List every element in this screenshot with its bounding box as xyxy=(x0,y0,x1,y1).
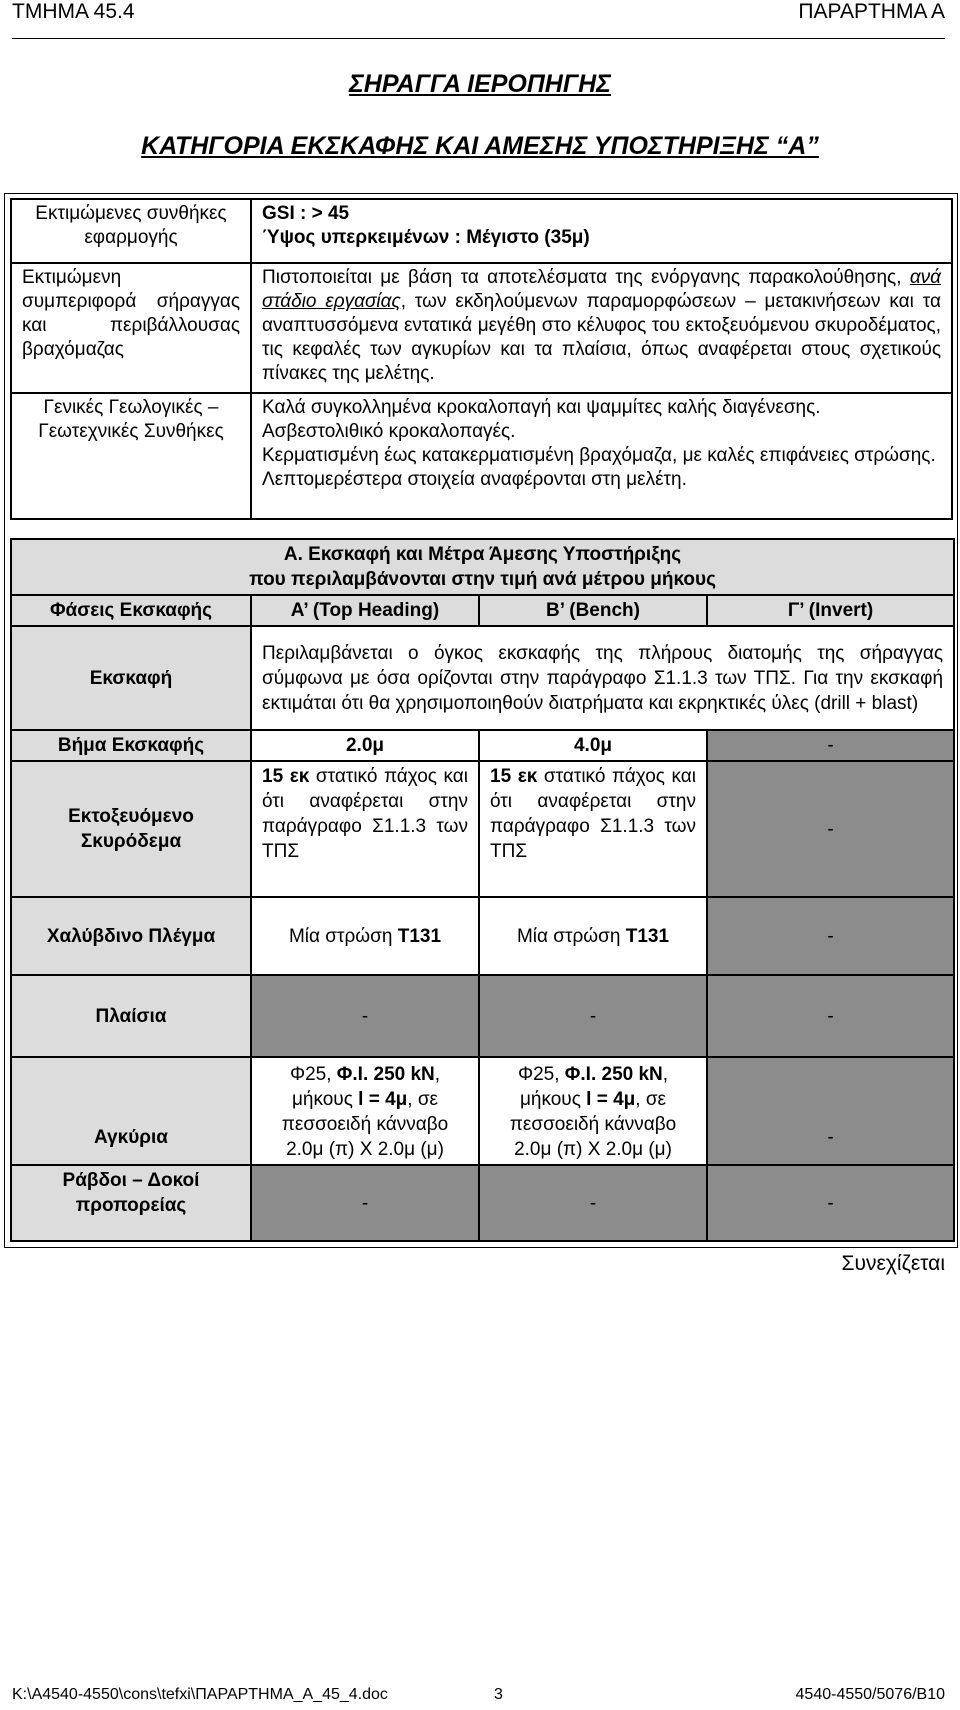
conditions-table xyxy=(10,198,953,520)
shotcrete-phase-b xyxy=(479,761,707,897)
anchor-b-line-4: 2.0μ (π) Χ 2.0μ (μ) xyxy=(514,1139,672,1160)
anchor-b-comma: , xyxy=(662,1064,669,1085)
shotcrete-phase-c: - xyxy=(707,761,954,897)
section-title-row xyxy=(11,539,954,595)
phase-c-header: Γ’ (Invert) xyxy=(707,595,954,626)
excavation-text: Περιλαμβάνεται ο όγκος εκσκαφής της πλήρους διατομής της σήραγγας σύμφωνα με όσα ορίζονται στην παράγραφο Σ1.1.3 των ΤΠΣ. Για την εκσκαφή εκτιμάται ότι θα χρησιμοποιηθούν διατρήματα και εκρηκτικές ύλες (drill + blast) xyxy=(251,626,954,730)
anchor-b-diameter: Φ25, xyxy=(517,1064,565,1085)
anchor-b-length-suffix: , σε xyxy=(635,1089,667,1110)
anchor-b-line-2 xyxy=(490,1087,696,1112)
footer-page-number: 3 xyxy=(494,1686,503,1703)
anchor-a-capacity: Φ.Ι. 250 kN xyxy=(336,1064,435,1085)
anchor-a-line-2 xyxy=(262,1087,468,1112)
mesh-phase-b xyxy=(479,897,707,975)
application-conditions-value xyxy=(251,199,952,263)
conditions-row-application xyxy=(11,199,952,263)
shotcrete-b-desc: στατικό πάχος και ότι αναφέρεται στην παράγραφο Σ1.1.3 των ΤΠΣ xyxy=(490,766,696,862)
frames-phase-b: - xyxy=(479,975,707,1057)
behaviour-text-part-2: , των εκδηλούμενων παραμορφώσεων – μετακινήσεων και τα αναπτυσσόμενα εντατικά μεγέθη στο κέλυφος του εκτοξευόμενου σκυροδέματος, τις κεφαλές των αγκυρίων και τα πλαίσια, όπως αναφέρεται στους σχετικούς πίνακες της μελέτης. xyxy=(262,291,941,384)
section-title-line-1: Α. Εκσκαφή και Μέτρα Άμεσης Υποστήριξης xyxy=(283,544,682,565)
behaviour-label: Εκτιμώμενη συμπεριφορά σήραγγας και περιβάλλουσας βραχόμαζας xyxy=(11,263,251,393)
shotcrete-a-desc: στατικό πάχος και ότι αναφέρεται στην παράγραφο Σ1.1.3 των ΤΠΣ xyxy=(262,766,468,862)
mesh-a-text: Μία στρώση xyxy=(288,925,398,947)
geology-line-3: Κερματισμένη έως κατακερματισμένη βραχόμαζα, με καλές επιφάνειες στρώσης. xyxy=(262,445,936,466)
frames-phase-c: - xyxy=(707,975,954,1057)
document-title: ΣΗΡΑΓΓΑ ΙΕΡΟΠΗΓΗΣ xyxy=(349,70,611,98)
anchor-b-line-1 xyxy=(490,1062,696,1087)
anchors-row xyxy=(11,1057,954,1165)
frames-row xyxy=(11,975,954,1057)
geology-label: Γενικές Γεωλογικές – Γεωτεχνικές Συνθήκες xyxy=(11,393,251,519)
frames-phase-a: - xyxy=(251,975,479,1057)
shotcrete-phase-a xyxy=(251,761,479,897)
step-phase-c: - xyxy=(707,730,954,761)
anchor-b-length: l = 4μ xyxy=(586,1089,636,1110)
rods-phase-b: - xyxy=(479,1165,707,1241)
footer-document-code: 4540-4550/5076/B10 xyxy=(795,1686,945,1703)
phases-row xyxy=(11,595,954,626)
step-label: Βήμα Εκσκαφής xyxy=(11,730,251,761)
footer-file-path: K:\A4540-4550\cons\tefxi\ΠΑΡΑΡΤΗΜΑ_Α_45_4.doc xyxy=(12,1686,388,1703)
step-row xyxy=(11,730,954,761)
shotcrete-label: Εκτοξευόμενο Σκυρόδεμα xyxy=(11,761,251,897)
shotcrete-row xyxy=(11,761,954,897)
application-conditions-label: Εκτιμώμενες συνθήκες εφαρμογής xyxy=(11,199,251,263)
geology-line-4: Λεπτομερέστερα στοιχεία αναφέρονται στη μελέτη. xyxy=(262,469,687,490)
step-phase-a: 2.0μ xyxy=(251,730,479,761)
anchor-b-line-3: πεσσοειδή κάνναβο xyxy=(509,1114,677,1135)
anchors-phase-c: - xyxy=(707,1057,954,1165)
gsi-value: GSI : > 45 xyxy=(262,203,350,224)
behaviour-text-emphasis: ανά στάδιο εργασίας xyxy=(262,267,941,312)
geology-text xyxy=(251,393,952,519)
mesh-b-text: Μία στρώση xyxy=(516,925,626,947)
rods-row xyxy=(11,1165,954,1241)
frames-label: Πλαίσια xyxy=(11,975,251,1057)
behaviour-text-part-1: Πιστοποιείται με βάση τα αποτελέσματα της ενόργανης παρακολούθησης, xyxy=(262,267,910,288)
phase-b-header: Β’ (Bench) xyxy=(479,595,707,626)
phase-a-header: Α’ (Top Heading) xyxy=(251,595,479,626)
step-phase-b: 4.0μ xyxy=(479,730,707,761)
anchors-phase-a xyxy=(251,1057,479,1165)
shotcrete-a-thickness: 15 εκ xyxy=(262,766,310,787)
section-title xyxy=(11,539,954,595)
header-section-label: ΤΜΗΜΑ 45.4 xyxy=(12,0,135,23)
anchor-a-comma: , xyxy=(434,1064,441,1085)
phases-header: Φάσεις Εκσκαφής xyxy=(11,595,251,626)
anchor-a-length-suffix: , σε xyxy=(407,1089,439,1110)
overburden-value: Ύψος υπερκειμένων : Μέγιστο (35μ) xyxy=(262,227,590,248)
mesh-label: Χαλύβδινο Πλέγμα xyxy=(11,897,251,975)
anchor-b-length-label: μήκους xyxy=(519,1089,587,1110)
header-appendix-label: ΠΑΡΑΡΤΗΜΑ Α xyxy=(798,0,945,23)
mesh-row xyxy=(11,897,954,975)
conditions-row-behaviour xyxy=(11,263,952,393)
section-title-line-2: που περιλαμβάνονται στην τιμή ανά μέτρου μήκους xyxy=(249,569,716,590)
excavation-row xyxy=(11,626,954,730)
conditions-row-geology xyxy=(11,393,952,519)
rods-phase-c: - xyxy=(707,1165,954,1241)
mesh-phase-c: - xyxy=(707,897,954,975)
anchor-a-line-4: 2.0μ (π) Χ 2.0μ (μ) xyxy=(286,1139,444,1160)
rods-phase-a: - xyxy=(251,1165,479,1241)
mesh-b-type: Τ131 xyxy=(625,925,670,947)
anchors-label: Αγκύρια xyxy=(11,1057,251,1165)
anchor-a-diameter: Φ25, xyxy=(289,1064,337,1085)
document-subtitle: ΚΑΤΗΓΟΡΙΑ ΕΚΣΚΑΦΗΣ ΚΑΙ ΑΜΕΣΗΣ ΥΠΟΣΤΗΡΙΞΗΣ “Α” xyxy=(141,132,819,160)
geology-line-2: Ασβεστολιθικό κροκαλοπαγές. xyxy=(262,421,516,442)
geology-line-1: Καλά συγκολλημένα κροκαλοπαγή και ψαμμίτες καλής διαγένεσης. xyxy=(262,397,821,418)
anchors-phase-b xyxy=(479,1057,707,1165)
excavation-label: Εκσκαφή xyxy=(11,626,251,730)
anchor-a-line-3: πεσσοειδή κάνναβο xyxy=(281,1114,449,1135)
mesh-phase-a xyxy=(251,897,479,975)
anchor-a-length: l = 4μ xyxy=(358,1089,408,1110)
mesh-a-type: Τ131 xyxy=(397,925,442,947)
rods-label: Ράβδοι – Δοκοί προπορείας xyxy=(11,1165,251,1241)
anchor-a-length-label: μήκους xyxy=(291,1089,359,1110)
header-rule xyxy=(12,38,945,39)
shotcrete-b-thickness: 15 εκ xyxy=(490,766,538,787)
continues-label: Συνεχίζεται xyxy=(841,1252,945,1275)
anchor-b-capacity: Φ.Ι. 250 kN xyxy=(564,1064,663,1085)
support-measures-table xyxy=(10,538,955,1242)
behaviour-text xyxy=(251,263,952,393)
anchor-a-line-1 xyxy=(262,1062,468,1087)
